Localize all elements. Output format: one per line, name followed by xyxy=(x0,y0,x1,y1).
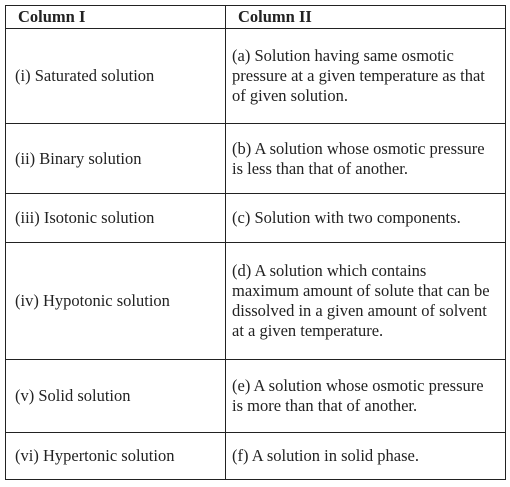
column-2-cell: (d) A solution which contains maximum amount of solute that can be dissolved in a given amount of solvent at a given temperature. xyxy=(226,243,506,360)
table-row xyxy=(6,433,506,480)
table-row xyxy=(6,29,506,124)
column-2-cell: (b) A solution whose osmotic pressure is less than that of another. xyxy=(226,124,506,194)
column-1-cell: (iv) Hypotonic solution xyxy=(6,243,226,360)
table-body xyxy=(6,29,506,480)
column-1-cell: (i) Saturated solution xyxy=(6,29,226,124)
column-2-cell: (a) Solution having same osmotic pressure at a given temperature as that of given solution. xyxy=(226,29,506,124)
column-1-header: Column I xyxy=(6,6,226,29)
column-1-cell: (vi) Hypertonic solution xyxy=(6,433,226,480)
column-1-cell: (iii) Isotonic solution xyxy=(6,194,226,243)
table-row xyxy=(6,360,506,433)
match-table xyxy=(5,5,506,480)
table-row xyxy=(6,243,506,360)
column-2-cell: (e) A solution whose osmotic pressure is more than that of another. xyxy=(226,360,506,433)
table-header xyxy=(6,6,506,29)
column-2-cell: (c) Solution with two components. xyxy=(226,194,506,243)
column-1-cell: (v) Solid solution xyxy=(6,360,226,433)
column-1-cell: (ii) Binary solution xyxy=(6,124,226,194)
table-row xyxy=(6,194,506,243)
column-2-header: Column II xyxy=(226,6,506,29)
table-row xyxy=(6,124,506,194)
header-row xyxy=(6,6,506,29)
column-2-cell: (f) A solution in solid phase. xyxy=(226,433,506,480)
